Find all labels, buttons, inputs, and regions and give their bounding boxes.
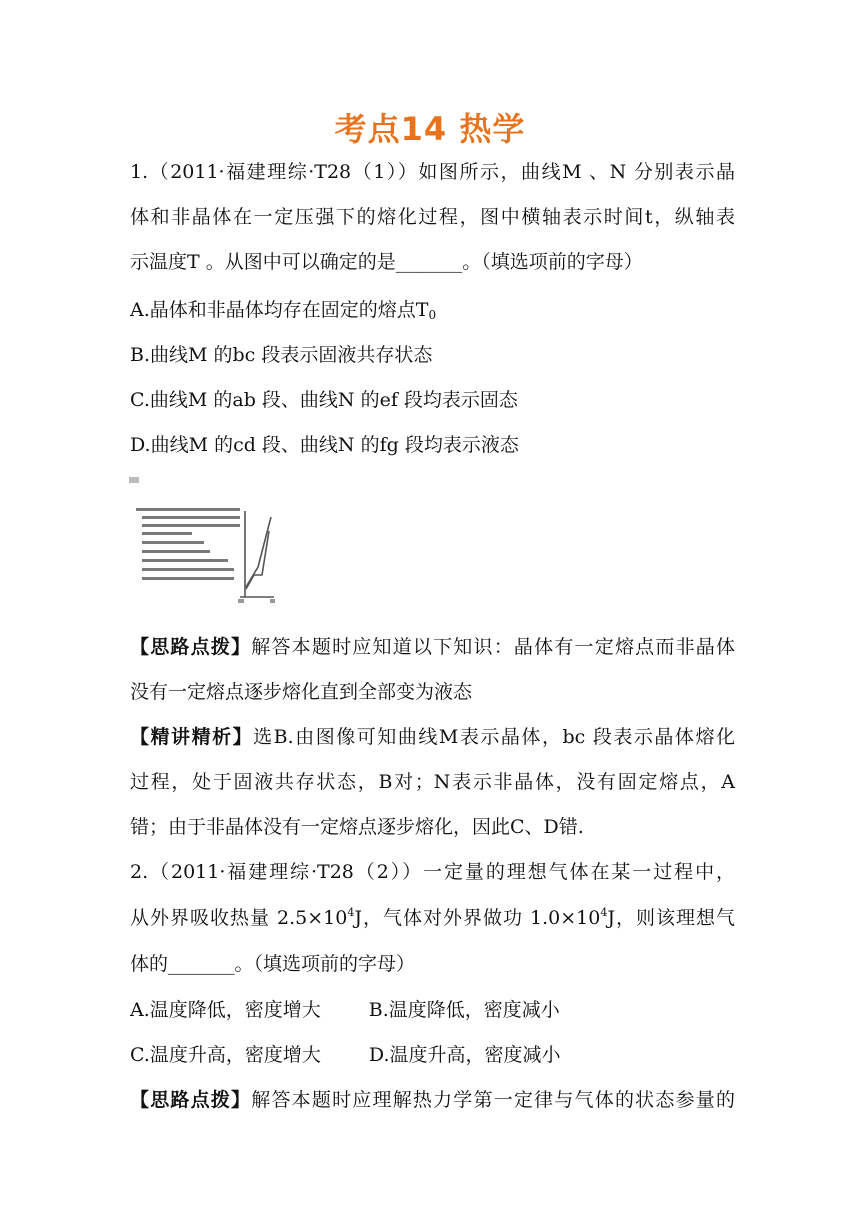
q2-option-c: C.温度升高，密度增大 [130,1044,321,1066]
q1-option-a-text: A.晶体和非晶体均存在固定的熔点T [130,299,429,321]
q2-option-a: A.温度降低，密度增大 [130,999,321,1021]
q2-option-d: D.温度升高，密度减小 [368,1044,561,1066]
q1-hint-line-2: 没有一定熔点逐步熔化直到全部变为液态 [130,681,473,703]
page-title: 考点14 热学 [334,110,526,148]
q2-exponent-1: 4 [347,906,355,919]
scanned-figure-image [128,475,280,605]
q1-line-1: 1.（2011·福建理综·T28（1））如图所示，曲线M 、N 分别表示晶 [130,161,735,183]
q1-option-a-subscript: 0 [428,308,437,322]
q2-line-2-part-b: J，气体对外界做功 1.0×10 [354,907,601,929]
q1-option-d: D.曲线M 的cd 段、曲线N 的fg 段均表示液态 [130,434,519,456]
q2-hint-line-1 [130,1088,735,1112]
q1-option-c: C.曲线M 的ab 段、曲线N 的ef 段均表示固态 [130,389,518,411]
q1-line-2: 体和非晶体在一定压强下的熔化过程，图中横轴表示时间t，纵轴表 [130,206,735,228]
q1-hint-label: 【思路点拨】 [130,636,252,658]
q2-hint-text-1: 解答本题时应理解热力学第一定律与气体的状态参量的 [251,1089,735,1111]
q1-option-b: B.曲线M 的bc 段表示固液共存状态 [130,344,433,366]
q1-line-3: 示温度T 。从图中可以确定的是_______。（填选项前的字母） [130,251,643,273]
q2-line-3: 体的_______。（填选项前的字母） [130,953,416,975]
q2-line-1: 2.（2011·福建理综·T28（2））一定量的理想气体在某一过程中， [130,861,735,883]
q2-hint-label: 【思路点拨】 [130,1089,252,1111]
q1-hint-text-1: 解答本题时应知道以下知识：晶体有一定熔点而非晶体 [251,636,735,658]
q2-line-2 [130,906,735,930]
q1-analysis-line-1 [130,725,735,749]
q2-line-2-part-c: J，则该理想气 [607,907,735,929]
q1-option-a [130,298,735,322]
q1-analysis-line-2: 过程，处于固液共存状态，B对；N表示非晶体，没有固定熔点，A [130,771,735,793]
q2-exponent-2: 4 [600,906,608,919]
q2-line-2-part-a: 从外界吸收热量 2.5×10 [130,907,348,929]
q1-analysis-label: 【精讲精析】 [130,726,254,748]
q2-options-row-2 [130,1043,735,1067]
q1-analysis-line-3: 错；由于非晶体没有一定熔点逐步熔化，因此C、D错. [130,816,584,838]
q1-analysis-text-1: 选B.由图像可知曲线M表示晶体，bc 段表示晶体熔化 [253,726,735,748]
q2-options-row-1 [130,998,735,1022]
q1-hint-line-1 [130,635,735,659]
q2-option-b: B.温度降低，密度减小 [368,999,560,1021]
